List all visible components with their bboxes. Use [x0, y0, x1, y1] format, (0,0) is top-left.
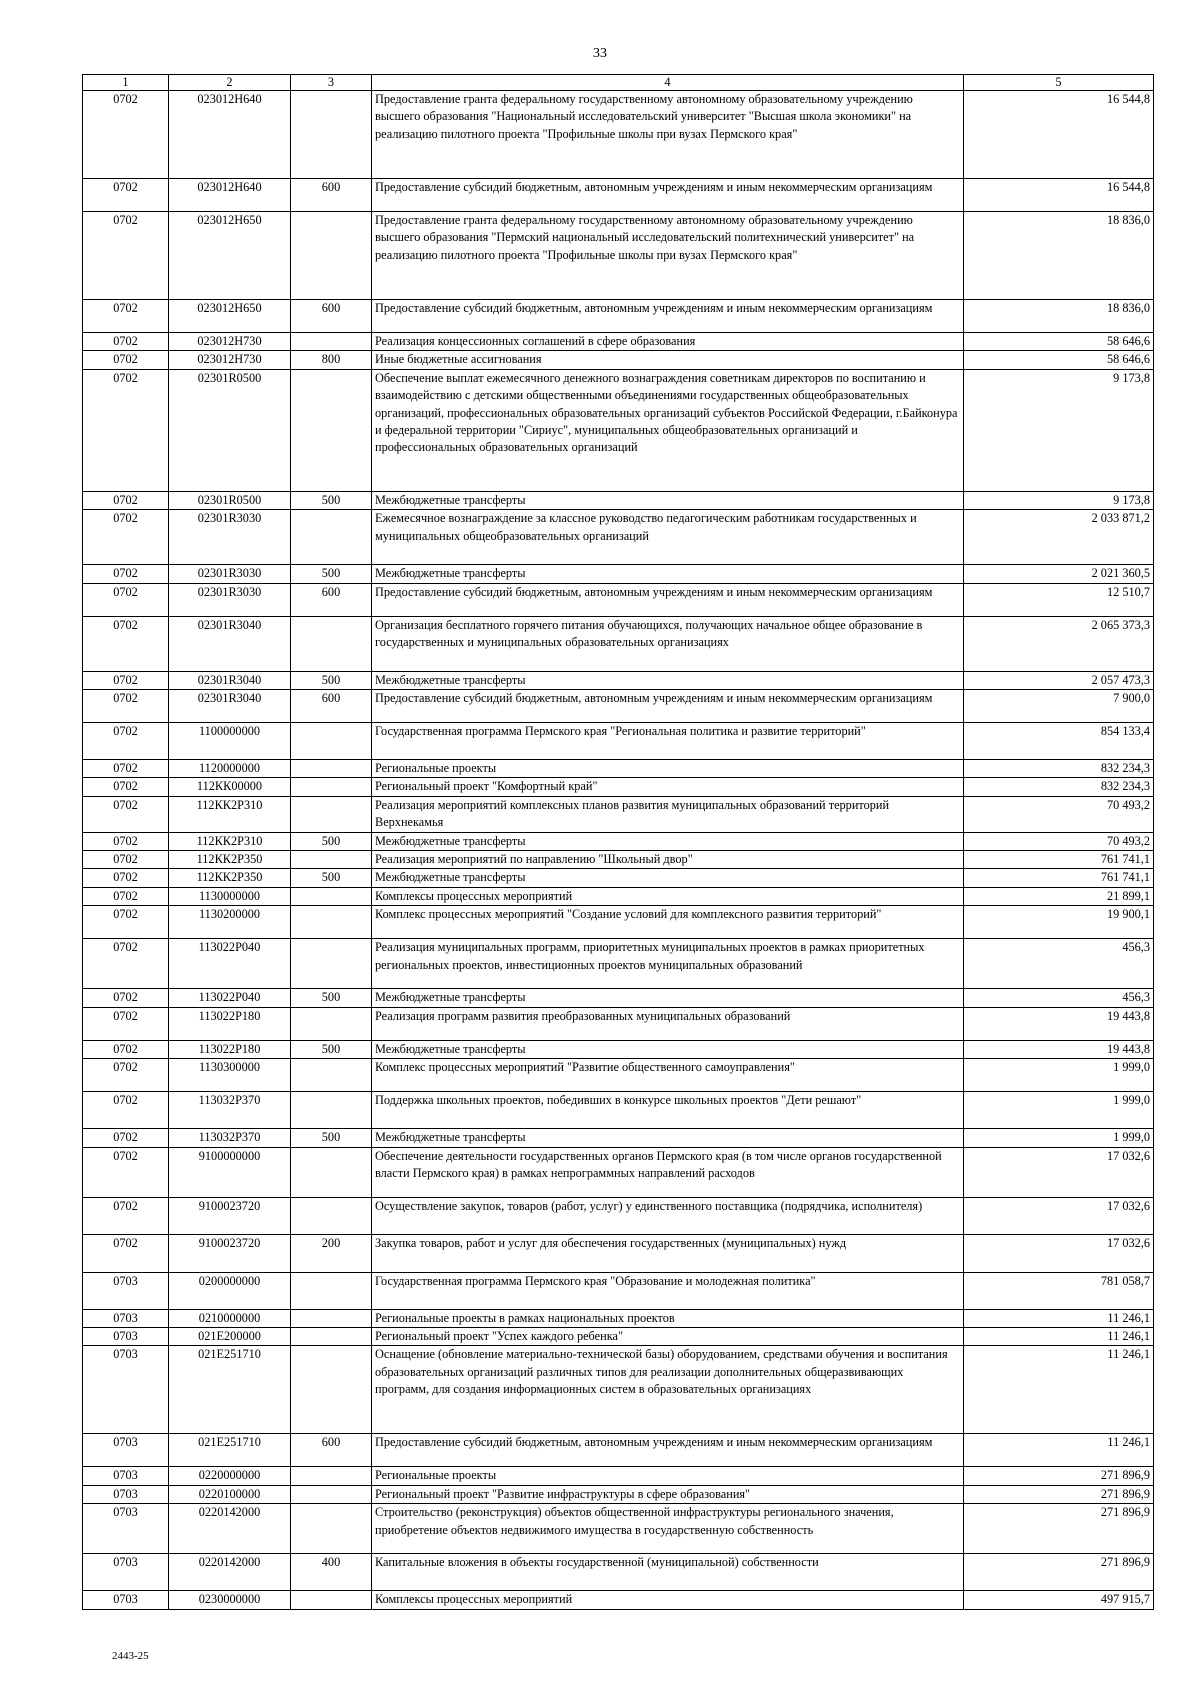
- expense-type-cell: 600: [291, 583, 372, 616]
- section-code-cell: 0702: [83, 906, 169, 939]
- expense-type-cell: [291, 510, 372, 565]
- target-article-cell: 02301R3040: [169, 671, 291, 689]
- description-cell: Закупка товаров, работ и услуг для обеспечения государственных (муниципальных) нужд: [372, 1234, 964, 1272]
- expense-type-cell: 500: [291, 1129, 372, 1147]
- target-article-cell: 023012Н730: [169, 351, 291, 369]
- description-cell: Межбюджетные трансферты: [372, 565, 964, 583]
- amount-cell: 17 032,6: [964, 1197, 1154, 1234]
- section-code-cell: 0702: [83, 760, 169, 778]
- amount-cell: 1 999,0: [964, 1129, 1154, 1147]
- description-cell: Организация бесплатного горячего питания обучающихся, получающих начальное общее образование в государственных и муниципальных образовательных организациях: [372, 616, 964, 671]
- table-row: [83, 1092, 1154, 1129]
- expense-type-cell: 500: [291, 869, 372, 887]
- section-code-cell: 0703: [83, 1434, 169, 1467]
- description-cell: Осуществление закупок, товаров (работ, услуг) у единственного поставщика (подрядчика, исполнителя): [372, 1197, 964, 1234]
- amount-cell: 70 493,2: [964, 796, 1154, 832]
- amount-cell: 21 899,1: [964, 887, 1154, 905]
- expense-type-cell: 400: [291, 1554, 372, 1591]
- description-cell: Предоставление субсидий бюджетным, автономным учреждениям и иным некоммерческим организациям: [372, 1434, 964, 1467]
- amount-cell: 1 999,0: [964, 1059, 1154, 1092]
- column-header: 3: [291, 75, 372, 91]
- section-code-cell: 0702: [83, 1092, 169, 1129]
- target-article-cell: 112КК2Р310: [169, 796, 291, 832]
- section-code-cell: 0702: [83, 989, 169, 1007]
- expense-type-cell: 200: [291, 1234, 372, 1272]
- table-row: [83, 1346, 1154, 1434]
- table-row: [83, 491, 1154, 509]
- target-article-cell: 112КК00000: [169, 778, 291, 796]
- table-row: [83, 1309, 1154, 1327]
- section-code-cell: 0702: [83, 369, 169, 491]
- target-article-cell: 0210000000: [169, 1309, 291, 1327]
- section-code-cell: 0702: [83, 1147, 169, 1197]
- target-article-cell: 0220142000: [169, 1554, 291, 1591]
- description-cell: Капитальные вложения в объекты государственной (муниципальной) собственности: [372, 1554, 964, 1591]
- description-cell: Реализация муниципальных программ, приоритетных муниципальных проектов в рамках приоритетных региональных проектов, инвестиционных проектов муниципальных образований: [372, 939, 964, 989]
- expense-type-cell: 800: [291, 351, 372, 369]
- amount-cell: 70 493,2: [964, 832, 1154, 850]
- section-code-cell: 0702: [83, 1007, 169, 1040]
- description-cell: Предоставление субсидий бюджетным, автономным учреждениям и иным некоммерческим организациям: [372, 690, 964, 723]
- expense-type-cell: [291, 1147, 372, 1197]
- target-article-cell: 023012Н650: [169, 300, 291, 333]
- amount-cell: 832 234,3: [964, 760, 1154, 778]
- expense-type-cell: [291, 760, 372, 778]
- section-code-cell: 0702: [83, 887, 169, 905]
- expense-type-cell: 600: [291, 300, 372, 333]
- amount-cell: 271 896,9: [964, 1485, 1154, 1503]
- amount-cell: 761 741,1: [964, 869, 1154, 887]
- section-code-cell: 0702: [83, 333, 169, 351]
- target-article-cell: 02301R3040: [169, 616, 291, 671]
- section-code-cell: 0702: [83, 1059, 169, 1092]
- amount-cell: 1 999,0: [964, 1092, 1154, 1129]
- target-article-cell: 113032Р370: [169, 1129, 291, 1147]
- section-code-cell: 0702: [83, 851, 169, 869]
- table-row: [83, 1234, 1154, 1272]
- description-cell: Региональные проекты: [372, 760, 964, 778]
- target-article-cell: 023012Н640: [169, 179, 291, 212]
- section-code-cell: 0702: [83, 832, 169, 850]
- table-row: [83, 616, 1154, 671]
- table-row: [83, 369, 1154, 491]
- description-cell: Строительство (реконструкция) объектов общественной инфраструктуры регионального значения, приобретение объектов недвижимого имущества в государственную собственность: [372, 1504, 964, 1554]
- target-article-cell: 113022Р180: [169, 1007, 291, 1040]
- expense-type-cell: [291, 1485, 372, 1503]
- target-article-cell: 9100000000: [169, 1147, 291, 1197]
- section-code-cell: 0703: [83, 1272, 169, 1309]
- description-cell: Региональные проекты: [372, 1467, 964, 1485]
- table-row: [83, 565, 1154, 583]
- target-article-cell: 1130300000: [169, 1059, 291, 1092]
- table-row: [83, 832, 1154, 850]
- amount-cell: 16 544,8: [964, 91, 1154, 179]
- amount-cell: 18 836,0: [964, 212, 1154, 300]
- expense-type-cell: [291, 796, 372, 832]
- description-cell: Комплекс процессных мероприятий "Развитие общественного самоуправления": [372, 1059, 964, 1092]
- description-cell: Оснащение (обновление материально-технической базы) оборудованием, средствами обучения и воспитания образовательных организаций различных типов для реализации дополнительных общеразвивающих программ, для создания информационных систем в образовательных организациях: [372, 1346, 964, 1434]
- section-code-cell: 0702: [83, 690, 169, 723]
- target-article-cell: 1100000000: [169, 723, 291, 760]
- target-article-cell: 0220142000: [169, 1504, 291, 1554]
- table-row: [83, 212, 1154, 300]
- column-header: 4: [372, 75, 964, 91]
- document-code: 2443-25: [112, 1650, 149, 1662]
- target-article-cell: 023012Н730: [169, 333, 291, 351]
- description-cell: Региональный проект "Успех каждого ребенка": [372, 1327, 964, 1345]
- amount-cell: 854 133,4: [964, 723, 1154, 760]
- description-cell: Реализация мероприятий комплексных планов развития муниципальных образований территорий Верхнекамья: [372, 796, 964, 832]
- section-code-cell: 0702: [83, 1129, 169, 1147]
- expense-type-cell: 500: [291, 989, 372, 1007]
- amount-cell: 2 021 360,5: [964, 565, 1154, 583]
- section-code-cell: 0702: [83, 583, 169, 616]
- section-code-cell: 0702: [83, 939, 169, 989]
- table-row: [83, 1007, 1154, 1040]
- description-cell: Иные бюджетные ассигнования: [372, 351, 964, 369]
- target-article-cell: 113022Р040: [169, 989, 291, 1007]
- expense-type-cell: 600: [291, 690, 372, 723]
- section-code-cell: 0702: [83, 796, 169, 832]
- amount-cell: 2 057 473,3: [964, 671, 1154, 689]
- section-code-cell: 0702: [83, 91, 169, 179]
- description-cell: Государственная программа Пермского края "Региональная политика и развитие территорий": [372, 723, 964, 760]
- amount-cell: 16 544,8: [964, 179, 1154, 212]
- table-row: [83, 671, 1154, 689]
- description-cell: Предоставление субсидий бюджетным, автономным учреждениям и иным некоммерческим организациям: [372, 300, 964, 333]
- table-row: [83, 796, 1154, 832]
- target-article-cell: 0220000000: [169, 1467, 291, 1485]
- amount-cell: 9 173,8: [964, 369, 1154, 491]
- expense-type-cell: [291, 91, 372, 179]
- section-code-cell: 0702: [83, 351, 169, 369]
- amount-cell: 2 065 373,3: [964, 616, 1154, 671]
- amount-cell: 19 443,8: [964, 1007, 1154, 1040]
- expense-type-cell: [291, 616, 372, 671]
- table-row: [83, 760, 1154, 778]
- section-code-cell: 0702: [83, 212, 169, 300]
- expense-type-cell: [291, 1007, 372, 1040]
- column-number-row: [83, 75, 1154, 91]
- description-cell: Обеспечение выплат ежемесячного денежного вознаграждения советникам директоров по воспитанию и взаимодействию с детскими общественными объединениями государственных общеобразовательных организаций, профессиональных образовательных организаций субъектов Российской Федерации, г.Байконура и федеральной территории "Сириус", муниципальных общеобразовательных организаций и профессиональных образовательных организаций: [372, 369, 964, 491]
- table-row: [83, 1327, 1154, 1345]
- table-row: [83, 851, 1154, 869]
- expense-type-cell: 500: [291, 671, 372, 689]
- table-row: [83, 1554, 1154, 1591]
- amount-cell: 271 896,9: [964, 1554, 1154, 1591]
- target-article-cell: 0230000000: [169, 1591, 291, 1609]
- description-cell: Комплексы процессных мероприятий: [372, 887, 964, 905]
- section-code-cell: 0702: [83, 510, 169, 565]
- description-cell: Межбюджетные трансферты: [372, 989, 964, 1007]
- amount-cell: 17 032,6: [964, 1147, 1154, 1197]
- description-cell: Предоставление гранта федеральному государственному автономному образовательному учреждению высшего образования "Национальный исследовательский университет "Высшая школа экономики" на реализацию пилотного проекта "Профильные школы при вузах Пермского края": [372, 91, 964, 179]
- target-article-cell: 112КК2Р310: [169, 832, 291, 850]
- table-row: [83, 333, 1154, 351]
- expense-type-cell: 500: [291, 491, 372, 509]
- table-row: [83, 1467, 1154, 1485]
- amount-cell: 9 173,8: [964, 491, 1154, 509]
- expense-type-cell: [291, 1272, 372, 1309]
- target-article-cell: 02301R3040: [169, 690, 291, 723]
- expense-type-cell: [291, 778, 372, 796]
- table-row: [83, 179, 1154, 212]
- amount-cell: 7 900,0: [964, 690, 1154, 723]
- target-article-cell: 02301R3030: [169, 583, 291, 616]
- target-article-cell: 021Е251710: [169, 1346, 291, 1434]
- description-cell: Региональные проекты в рамках национальных проектов: [372, 1309, 964, 1327]
- expense-type-cell: [291, 906, 372, 939]
- target-article-cell: 0220100000: [169, 1485, 291, 1503]
- target-article-cell: 02301R0500: [169, 491, 291, 509]
- target-article-cell: 9100023720: [169, 1197, 291, 1234]
- target-article-cell: 112КК2Р350: [169, 869, 291, 887]
- target-article-cell: 021Е251710: [169, 1434, 291, 1467]
- table-row: [83, 300, 1154, 333]
- section-code-cell: 0703: [83, 1554, 169, 1591]
- amount-cell: 12 510,7: [964, 583, 1154, 616]
- amount-cell: 11 246,1: [964, 1346, 1154, 1434]
- description-cell: Комплекс процессных мероприятий "Создание условий для комплексного развития территорий": [372, 906, 964, 939]
- description-cell: Реализация мероприятий по направлению "Школьный двор": [372, 851, 964, 869]
- amount-cell: 17 032,6: [964, 1234, 1154, 1272]
- table-row: [83, 906, 1154, 939]
- amount-cell: 2 033 871,2: [964, 510, 1154, 565]
- description-cell: Межбюджетные трансферты: [372, 1040, 964, 1058]
- description-cell: Предоставление гранта федеральному государственному автономному образовательному учреждению высшего образования "Пермский национальный исследовательский политехнический университет" на реализацию пилотного проекта "Профильные школы при вузах Пермского края": [372, 212, 964, 300]
- table-row: [83, 351, 1154, 369]
- target-article-cell: 113022Р040: [169, 939, 291, 989]
- table-row: [83, 1504, 1154, 1554]
- section-code-cell: 0703: [83, 1591, 169, 1609]
- table-row: [83, 510, 1154, 565]
- section-code-cell: 0703: [83, 1504, 169, 1554]
- description-cell: Межбюджетные трансферты: [372, 832, 964, 850]
- table-row: [83, 91, 1154, 179]
- description-cell: Поддержка школьных проектов, победивших в конкурсе школьных проектов "Дети решают": [372, 1092, 964, 1129]
- amount-cell: 19 443,8: [964, 1040, 1154, 1058]
- table-row: [83, 1147, 1154, 1197]
- table-row: [83, 690, 1154, 723]
- section-code-cell: 0702: [83, 723, 169, 760]
- expense-type-cell: [291, 1467, 372, 1485]
- column-header: 2: [169, 75, 291, 91]
- section-code-cell: 0702: [83, 869, 169, 887]
- section-code-cell: 0702: [83, 671, 169, 689]
- target-article-cell: 9100023720: [169, 1234, 291, 1272]
- expense-type-cell: [291, 333, 372, 351]
- expense-type-cell: [291, 212, 372, 300]
- target-article-cell: 1120000000: [169, 760, 291, 778]
- amount-cell: 271 896,9: [964, 1504, 1154, 1554]
- table-row: [83, 723, 1154, 760]
- section-code-cell: 0703: [83, 1346, 169, 1434]
- table-row: [83, 1434, 1154, 1467]
- table-row: [83, 869, 1154, 887]
- amount-cell: 11 246,1: [964, 1309, 1154, 1327]
- table-row: [83, 583, 1154, 616]
- expense-type-cell: 500: [291, 1040, 372, 1058]
- expense-type-cell: 600: [291, 1434, 372, 1467]
- expense-type-cell: [291, 1346, 372, 1434]
- budget-table: [82, 74, 1154, 1610]
- target-article-cell: 02301R0500: [169, 369, 291, 491]
- section-code-cell: 0702: [83, 565, 169, 583]
- table-row: [83, 989, 1154, 1007]
- section-code-cell: 0702: [83, 1040, 169, 1058]
- table-row: [83, 1197, 1154, 1234]
- table-row: [83, 778, 1154, 796]
- amount-cell: 19 900,1: [964, 906, 1154, 939]
- table-row: [83, 939, 1154, 989]
- expense-type-cell: 500: [291, 832, 372, 850]
- table-row: [83, 1129, 1154, 1147]
- description-cell: Государственная программа Пермского края "Образование и молодежная политика": [372, 1272, 964, 1309]
- target-article-cell: 02301R3030: [169, 510, 291, 565]
- expense-type-cell: [291, 1197, 372, 1234]
- table-row: [83, 1485, 1154, 1503]
- expense-type-cell: 500: [291, 565, 372, 583]
- description-cell: Межбюджетные трансферты: [372, 671, 964, 689]
- expense-type-cell: [291, 851, 372, 869]
- expense-type-cell: [291, 887, 372, 905]
- target-article-cell: 023012Н640: [169, 91, 291, 179]
- description-cell: Комплексы процессных мероприятий: [372, 1591, 964, 1609]
- section-code-cell: 0703: [83, 1327, 169, 1345]
- section-code-cell: 0703: [83, 1467, 169, 1485]
- amount-cell: 271 896,9: [964, 1467, 1154, 1485]
- target-article-cell: 0200000000: [169, 1272, 291, 1309]
- amount-cell: 781 058,7: [964, 1272, 1154, 1309]
- table-row: [83, 1591, 1154, 1609]
- target-article-cell: 1130200000: [169, 906, 291, 939]
- amount-cell: 11 246,1: [964, 1327, 1154, 1345]
- expense-type-cell: [291, 1309, 372, 1327]
- amount-cell: 832 234,3: [964, 778, 1154, 796]
- target-article-cell: 023012Н650: [169, 212, 291, 300]
- description-cell: Межбюджетные трансферты: [372, 869, 964, 887]
- section-code-cell: 0702: [83, 1197, 169, 1234]
- section-code-cell: 0703: [83, 1309, 169, 1327]
- description-cell: Межбюджетные трансферты: [372, 491, 964, 509]
- amount-cell: 456,3: [964, 989, 1154, 1007]
- description-cell: Предоставление субсидий бюджетным, автономным учреждениям и иным некоммерческим организациям: [372, 179, 964, 212]
- section-code-cell: 0702: [83, 491, 169, 509]
- table-row: [83, 1272, 1154, 1309]
- page-number: 33: [593, 46, 607, 61]
- section-code-cell: 0702: [83, 778, 169, 796]
- description-cell: Региональный проект "Развитие инфраструктуры в сфере образования": [372, 1485, 964, 1503]
- target-article-cell: 112КК2Р350: [169, 851, 291, 869]
- expense-type-cell: [291, 1327, 372, 1345]
- target-article-cell: 02301R3030: [169, 565, 291, 583]
- section-code-cell: 0702: [83, 1234, 169, 1272]
- table-row: [83, 887, 1154, 905]
- expense-type-cell: [291, 939, 372, 989]
- amount-cell: 11 246,1: [964, 1434, 1154, 1467]
- column-header: 1: [83, 75, 169, 91]
- expense-type-cell: [291, 1591, 372, 1609]
- description-cell: Обеспечение деятельности государственных органов Пермского края (в том числе органов государственной власти Пермского края) в рамках непрограммных направлений расходов: [372, 1147, 964, 1197]
- expense-type-cell: 600: [291, 179, 372, 212]
- description-cell: Реализация концессионных соглашений в сфере образования: [372, 333, 964, 351]
- section-code-cell: 0702: [83, 179, 169, 212]
- target-article-cell: 1130000000: [169, 887, 291, 905]
- amount-cell: 497 915,7: [964, 1591, 1154, 1609]
- description-cell: Ежемесячное вознаграждение за классное руководство педагогическим работникам государственных и муниципальных общеобразовательных организаций: [372, 510, 964, 565]
- section-code-cell: 0702: [83, 300, 169, 333]
- section-code-cell: 0702: [83, 616, 169, 671]
- table-row: [83, 1059, 1154, 1092]
- description-cell: Предоставление субсидий бюджетным, автономным учреждениям и иным некоммерческим организациям: [372, 583, 964, 616]
- table-row: [83, 1040, 1154, 1058]
- expense-type-cell: [291, 369, 372, 491]
- amount-cell: 761 741,1: [964, 851, 1154, 869]
- amount-cell: 58 646,6: [964, 333, 1154, 351]
- description-cell: Региональный проект "Комфортный край": [372, 778, 964, 796]
- target-article-cell: 113032Р370: [169, 1092, 291, 1129]
- description-cell: Реализация программ развития преобразованных муниципальных образований: [372, 1007, 964, 1040]
- target-article-cell: 113022Р180: [169, 1040, 291, 1058]
- amount-cell: 456,3: [964, 939, 1154, 989]
- expense-type-cell: [291, 1504, 372, 1554]
- section-code-cell: 0703: [83, 1485, 169, 1503]
- expense-type-cell: [291, 1059, 372, 1092]
- expense-type-cell: [291, 723, 372, 760]
- description-cell: Межбюджетные трансферты: [372, 1129, 964, 1147]
- amount-cell: 58 646,6: [964, 351, 1154, 369]
- target-article-cell: 021Е200000: [169, 1327, 291, 1345]
- column-header: 5: [964, 75, 1154, 91]
- expense-type-cell: [291, 1092, 372, 1129]
- amount-cell: 18 836,0: [964, 300, 1154, 333]
